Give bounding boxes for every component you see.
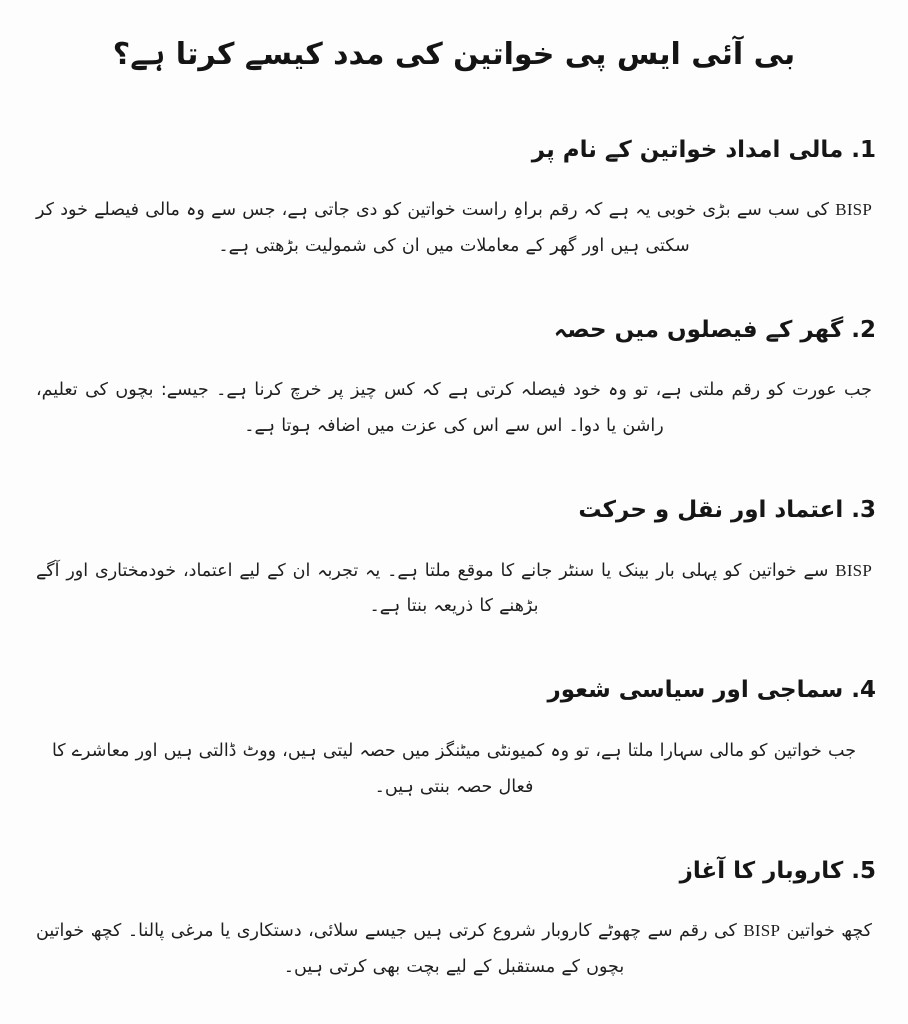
latin-run: BISP — [743, 921, 781, 940]
section-4-body: جب خواتین کو مالی سہارا ملتا ہے، تو وہ کمیونٹی میٹنگز میں حصہ لیتی ہیں، ووٹ ڈالتی ہیں اور معاشرے کا فعال حصہ بنتی ہیں۔ — [51, 740, 857, 797]
section-1 — [30, 133, 878, 265]
section-3 — [30, 493, 878, 625]
page-title: بی آئی ایس پی خواتین کی مدد کیسے کرتا ہے؟ — [112, 37, 796, 72]
section-5 — [30, 854, 878, 986]
section-1-heading: 1. مالی امداد خواتین کے نام پر — [531, 136, 876, 163]
section-1-body: BISP کی سب سے بڑی خوبی یہ ہے کہ رقم براہِ راست خواتین کو دی جاتی ہے، جس سے وہ مالی فیصلے خود کر سکتی ہیں اور گھر کے معاملات میں ان کی شمولیت بڑھتی ہے۔ — [36, 200, 872, 256]
section-3-heading: 3. اعتماد اور نقل و حرکت — [578, 497, 876, 523]
section-5-heading: 5. کاروبار کا آغاز — [679, 857, 876, 884]
section-5-body: کچھ خواتین BISP کی رقم سے چھوٹے کاروبار شروع کرتی ہیں جیسے سلائی، دستکاری یا مرغی پالنا۔ کچھ خواتین بچوں کے مستقبل کے لیے بچت بھی کرتی ہیں۔ — [36, 921, 872, 977]
latin-run: BISP — [835, 560, 872, 580]
section-3-body: BISP سے خواتین کو پہلی بار بینک یا سنٹر جانے کا موقع ملتا ہے۔ یہ تجربہ ان کے لیے اعتماد، خودمختاری اور آگے بڑھنے کا ذریعہ بنتا ہے۔ — [36, 560, 872, 617]
section-4 — [30, 673, 878, 805]
section-2-heading: 2. گھر کے فیصلوں میں حصہ — [553, 316, 876, 343]
section-2-body: جب عورت کو رقم ملتی ہے، تو وہ خود فیصلہ کرتی ہے کہ کس چیز پر خرچ کرنا ہے۔ جیسے: بچوں کی تعلیم، راشن یا دوا۔ اس سے اس کی عزت میں اضافہ ہوتا ہے۔ — [36, 380, 872, 437]
latin-run: BISP — [835, 200, 872, 219]
section-4-heading: 4. سماجی اور سیاسی شعور — [547, 677, 876, 704]
section-2 — [30, 313, 878, 445]
